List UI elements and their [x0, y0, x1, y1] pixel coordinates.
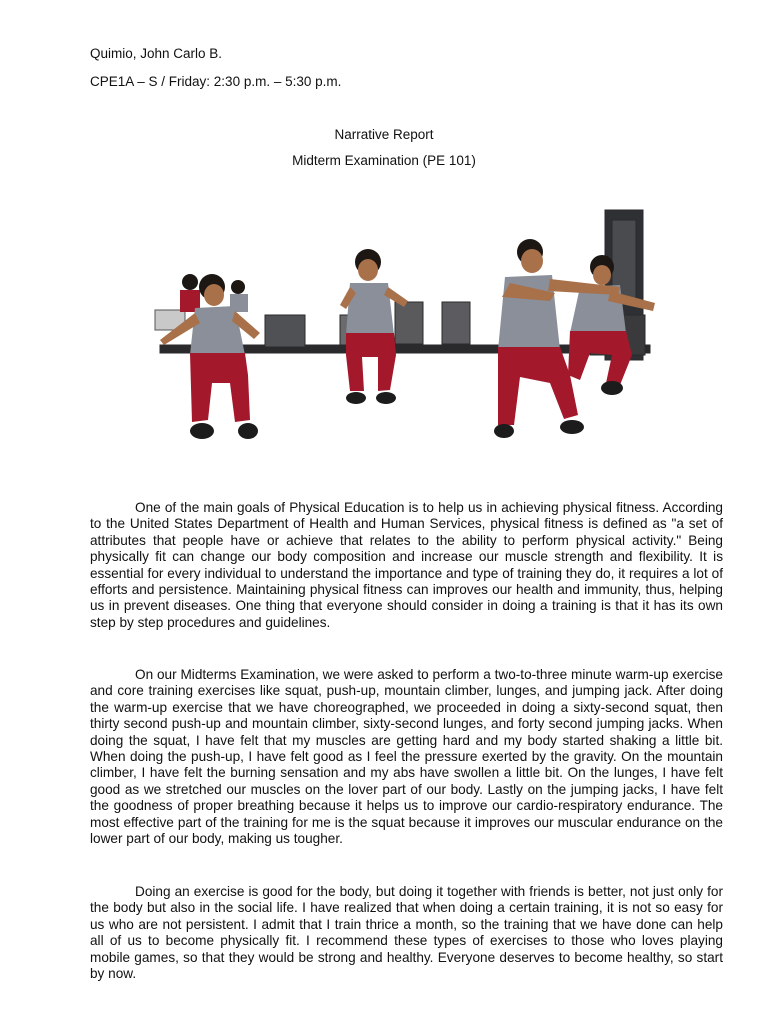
paragraph-1: One of the main goals of Physical Education is to help us in achieving physical fitness. According to the United States Department of Health and Human Services, physical fitness is defined as "a set of attributes that people have or achieve that relates to the ability to perform physical activity." Being physically fit can change our body composition and increase our muscle strength and flexibility. It is essential for every individual to understand the importance and type of training they do, it requires a lot of efforts and persistence. Maintaining physical fitness can improves our health and immunity, thus, helping us in prevent diseases. One thing that everyone should consider in doing a training is that it has its own step by step procedures and guidelines.: [90, 500, 723, 630]
report-title: Narrative Report: [334, 127, 434, 142]
exercise-photo: [150, 205, 665, 450]
paragraph-2: On our Midterms Examination, we were asked to perform a two-to-three minute warm-up exercise and core training exercises like squat, push-up, mountain climber, lunges, and jumping jack. After doing the warm-up exercise that we have choreographed, we proceeded in doing a sixty-second squat, then thirty second push-up and mountain climber, sixty-second lunges, and forty second jumping jacks. When doing the squat, I have felt that my muscles are getting hard and my body started shaking a little bit. When doing the push-up, I have felt good as I feel the pressure exerted by the gravity. On the mountain climber, I have felt the burning sensation and my abs have swollen a little bit. On the lunges, I have felt good as we stretched our muscles on the lover part of our body. Lastly on the jumping jacks, I have felt the goodness of proper breathing because it helps us to improve our cardio-respiratory endurance. The most effective part of the training for me is the squat because it improves our muscular endurance on the lower part of our body, making us tougher.: [90, 667, 723, 847]
header-author: Quimio, John Carlo B.: [90, 46, 223, 61]
paragraph-3: Doing an exercise is good for the body, but doing it together with friends is better, not just only for the body but also in the social life. I have realized that when doing a certain training, it is not so easy for us who are not persistent. I admit that I train thrice a month, so the training that we have done can help all of us to become physically fit. I recommend these types of exercises to those who loves playing mobile games, so that they would be strong and healthy. Everyone deserves to become healthy, so start by now.: [90, 884, 723, 982]
header-section: CPE1A – S / Friday: 2:30 p.m. – 5:30 p.m.: [90, 74, 342, 89]
report-subtitle: Midterm Examination (PE 101): [292, 153, 476, 168]
